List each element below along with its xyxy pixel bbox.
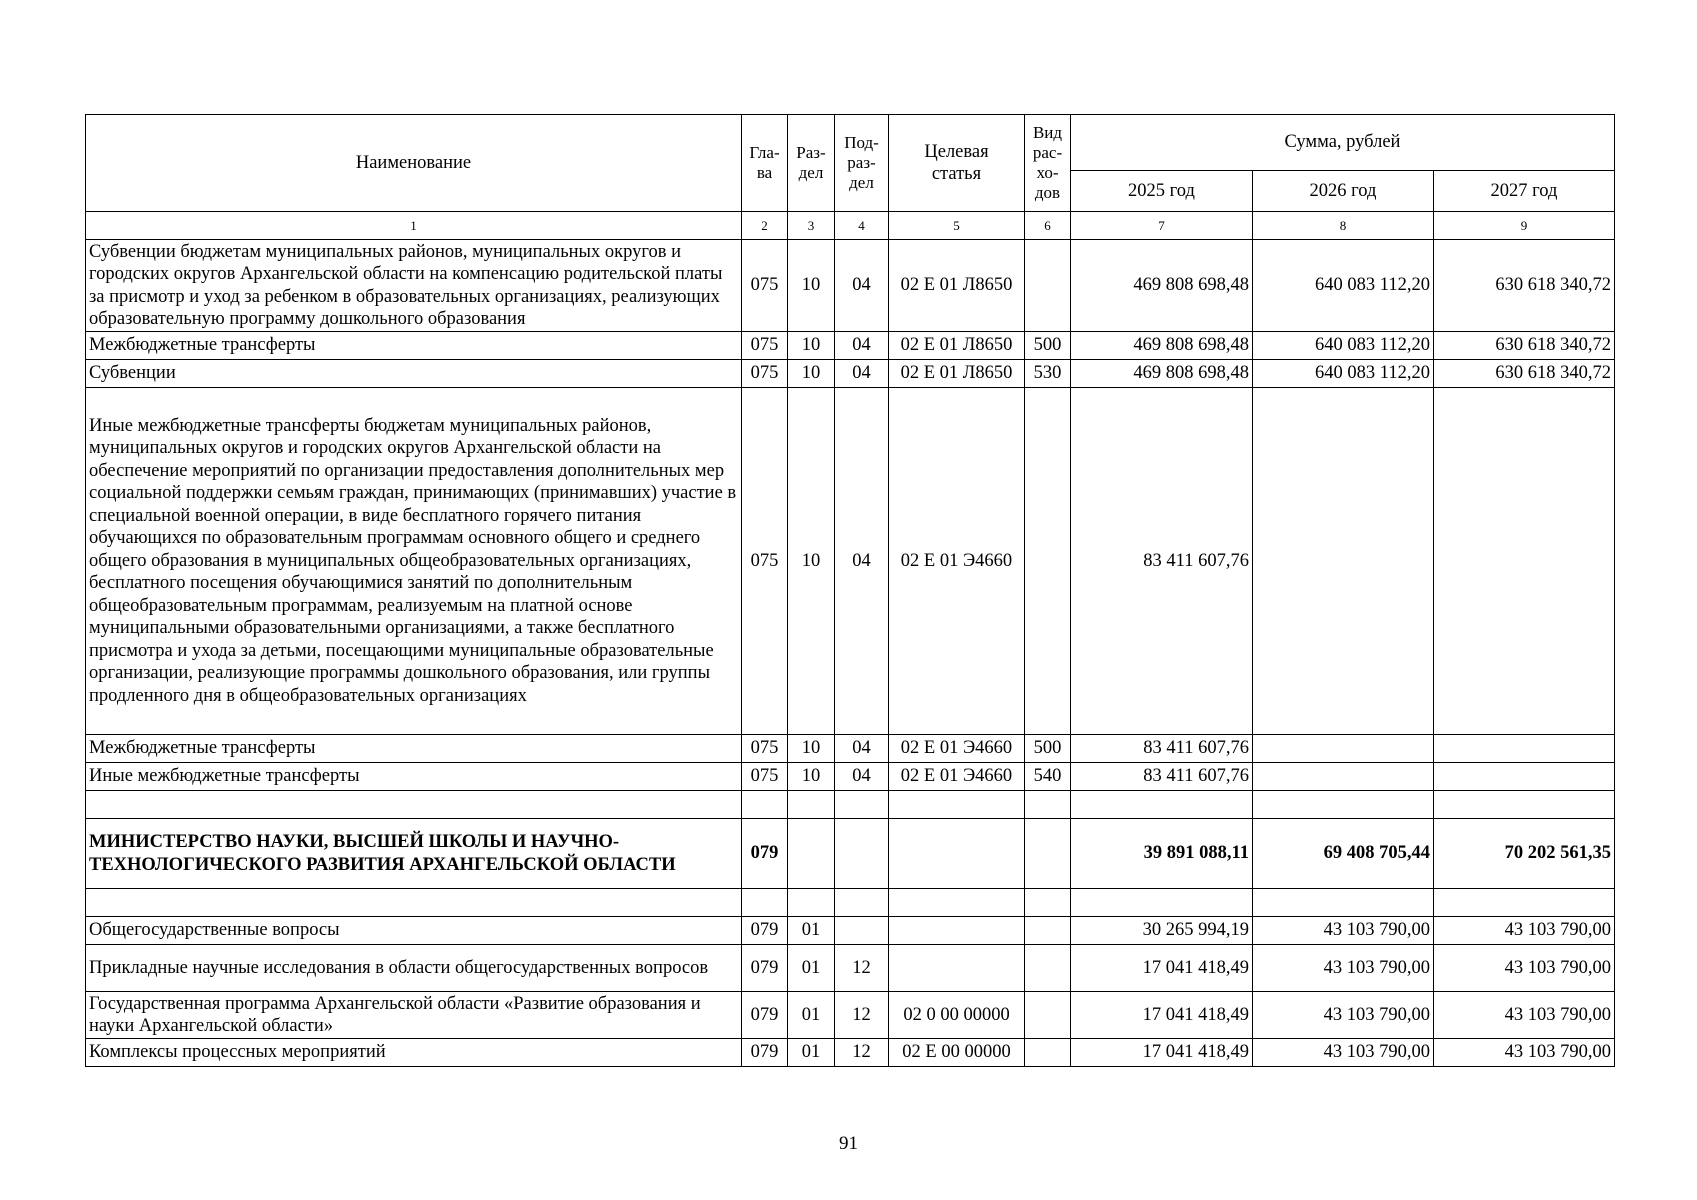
page-number: 91 (839, 1133, 858, 1154)
column-number: 4 (835, 212, 889, 240)
row-amount-2026: 43 103 790,00 (1253, 1039, 1434, 1067)
header-expense-type: Вид рас- хо- дов (1025, 115, 1071, 212)
row-chapter: 079 (742, 819, 788, 889)
row-subsection: 12 (835, 945, 889, 992)
row-target: 02 Е 00 00000 (889, 1039, 1025, 1067)
row-section: 01 (788, 945, 835, 992)
row-section: 10 (788, 332, 835, 360)
row-amount-2026 (1253, 735, 1434, 763)
row-amount-2027 (1434, 889, 1615, 917)
row-amount-2025: 83 411 607,76 (1071, 735, 1253, 763)
row-amount-2026: 43 103 790,00 (1253, 917, 1434, 945)
row-section: 01 (788, 1039, 835, 1067)
row-section: 10 (788, 240, 835, 332)
row-expense-type: 500 (1025, 735, 1071, 763)
row-target: 02 Е 01 Э4660 (889, 388, 1025, 735)
table-row (86, 388, 1615, 735)
row-chapter (742, 889, 788, 917)
header-chapter: Гла- ва (742, 115, 788, 212)
row-target (889, 917, 1025, 945)
row-expense-type (1025, 819, 1071, 889)
row-name: Субвенции (86, 360, 742, 388)
row-amount-2026: 43 103 790,00 (1253, 992, 1434, 1039)
header-year-2027: 2027 год (1434, 171, 1615, 212)
row-section: 10 (788, 735, 835, 763)
row-amount-2026: 640 083 112,20 (1253, 240, 1434, 332)
row-amount-2027 (1434, 791, 1615, 819)
row-target (889, 819, 1025, 889)
row-section: 10 (788, 360, 835, 388)
row-section: 10 (788, 388, 835, 735)
row-target (889, 791, 1025, 819)
row-subsection: 04 (835, 360, 889, 388)
header-section: Раз- дел (788, 115, 835, 212)
row-target: 02 Е 01 Э4660 (889, 763, 1025, 791)
row-amount-2025: 17 041 418,49 (1071, 1039, 1253, 1067)
row-amount-2025: 83 411 607,76 (1071, 388, 1253, 735)
row-amount-2025: 469 808 698,48 (1071, 240, 1253, 332)
row-subsection: 12 (835, 1039, 889, 1067)
row-target: 02 Е 01 Э4660 (889, 735, 1025, 763)
table-row (86, 819, 1615, 889)
row-chapter: 075 (742, 332, 788, 360)
row-amount-2025: 30 265 994,19 (1071, 917, 1253, 945)
table-row (86, 240, 1615, 332)
table-row (86, 889, 1615, 917)
row-amount-2025: 17 041 418,49 (1071, 945, 1253, 992)
row-amount-2026: 69 408 705,44 (1253, 819, 1434, 889)
row-amount-2027 (1434, 735, 1615, 763)
row-subsection: 04 (835, 332, 889, 360)
table-row (86, 917, 1615, 945)
row-section (788, 819, 835, 889)
row-target: 02 Е 01 Л8650 (889, 360, 1025, 388)
row-expense-type (1025, 917, 1071, 945)
header-year-2026: 2026 год (1253, 171, 1434, 212)
header-name: Наименование (86, 115, 742, 212)
row-amount-2025: 469 808 698,48 (1071, 360, 1253, 388)
row-expense-type (1025, 945, 1071, 992)
header-amount: Сумма, рублей (1071, 115, 1615, 171)
row-name: Иные межбюджетные трансферты (86, 763, 742, 791)
row-subsection (835, 791, 889, 819)
row-subsection (835, 917, 889, 945)
row-amount-2027: 630 618 340,72 (1434, 360, 1615, 388)
row-amount-2025 (1071, 889, 1253, 917)
column-number: 6 (1025, 212, 1071, 240)
row-name (86, 889, 742, 917)
row-chapter: 075 (742, 763, 788, 791)
row-section (788, 889, 835, 917)
row-amount-2027: 43 103 790,00 (1434, 917, 1615, 945)
row-expense-type: 500 (1025, 332, 1071, 360)
table-row (86, 1039, 1615, 1067)
row-name: Межбюджетные трансферты (86, 735, 742, 763)
row-amount-2027: 70 202 561,35 (1434, 819, 1615, 889)
row-name: Комплексы процессных мероприятий (86, 1039, 742, 1067)
row-section: 01 (788, 917, 835, 945)
header-subsection: Под- раз- дел (835, 115, 889, 212)
row-subsection: 12 (835, 992, 889, 1039)
row-section (788, 791, 835, 819)
row-chapter: 079 (742, 1039, 788, 1067)
row-name (86, 791, 742, 819)
header-year-2025: 2025 год (1071, 171, 1253, 212)
row-amount-2026 (1253, 889, 1434, 917)
table-row (86, 332, 1615, 360)
row-chapter (742, 791, 788, 819)
row-amount-2026 (1253, 388, 1434, 735)
row-section: 01 (788, 992, 835, 1039)
row-name: Межбюджетные трансферты (86, 332, 742, 360)
budget-table (85, 114, 1615, 1067)
column-number: 9 (1434, 212, 1615, 240)
row-amount-2026: 640 083 112,20 (1253, 332, 1434, 360)
row-expense-type (1025, 388, 1071, 735)
row-amount-2027: 43 103 790,00 (1434, 945, 1615, 992)
row-name: Иные межбюджетные трансферты бюджетам муниципальных районов, муниципальных округов и городских округов Архангельской области на обеспечение мероприятий по организации предоставления дополнительных мер социальной поддержки семьям граждан, принимающих (принимавших) участие в специальной военной операции, в виде бесплатного горячего питания обучающихся по образовательным программам основного общего и среднего общего образования в муниципальных общеобразовательных организациях, бесплатного посещения обучающимися занятий по дополнительным общеобразовательным программам, реализуемым на платной основе муниципальными образовательными организациями, а также бесплатного присмотра и ухода за детьми, посещающими муниципальные образовательные организации, реализующие программы дошкольного образования, или группы продленного дня в общеобразовательных организациях (86, 388, 742, 735)
row-target: 02 0 00 00000 (889, 992, 1025, 1039)
row-subsection: 04 (835, 388, 889, 735)
column-number: 7 (1071, 212, 1253, 240)
table-row (86, 763, 1615, 791)
row-amount-2025: 469 808 698,48 (1071, 332, 1253, 360)
row-expense-type (1025, 240, 1071, 332)
row-subsection (835, 819, 889, 889)
column-number: 3 (788, 212, 835, 240)
row-amount-2026: 43 103 790,00 (1253, 945, 1434, 992)
row-expense-type: 540 (1025, 763, 1071, 791)
row-name: Государственная программа Архангельской области «Развитие образования и науки Архангельской области» (86, 992, 742, 1039)
row-subsection (835, 889, 889, 917)
row-chapter: 075 (742, 360, 788, 388)
row-name: Общегосударственные вопросы (86, 917, 742, 945)
row-amount-2027 (1434, 388, 1615, 735)
row-expense-type (1025, 791, 1071, 819)
table-row (86, 791, 1615, 819)
column-number-row (86, 212, 1615, 240)
table-row (86, 945, 1615, 992)
row-target (889, 889, 1025, 917)
table-row (86, 735, 1615, 763)
row-amount-2027 (1434, 763, 1615, 791)
row-amount-2027: 630 618 340,72 (1434, 332, 1615, 360)
header-target: Целевая статья (889, 115, 1025, 212)
row-amount-2027: 630 618 340,72 (1434, 240, 1615, 332)
row-chapter: 075 (742, 388, 788, 735)
row-chapter: 079 (742, 945, 788, 992)
row-amount-2026: 640 083 112,20 (1253, 360, 1434, 388)
column-number: 1 (86, 212, 742, 240)
row-name: Субвенции бюджетам муниципальных районов, муниципальных округов и городских округов Архангельской области на компенсацию родительской платы за присмотр и уход за ребенком в образовательных организациях, реализующих образовательную программу дошкольного образования (86, 240, 742, 332)
row-name: Прикладные научные исследования в области общегосударственных вопросов (86, 945, 742, 992)
row-expense-type: 530 (1025, 360, 1071, 388)
row-target: 02 Е 01 Л8650 (889, 332, 1025, 360)
row-target: 02 Е 01 Л8650 (889, 240, 1025, 332)
column-number: 5 (889, 212, 1025, 240)
row-amount-2025: 39 891 088,11 (1071, 819, 1253, 889)
row-amount-2027: 43 103 790,00 (1434, 1039, 1615, 1067)
row-amount-2027: 43 103 790,00 (1434, 992, 1615, 1039)
row-amount-2026 (1253, 791, 1434, 819)
column-number: 2 (742, 212, 788, 240)
row-name: МИНИСТЕРСТВО НАУКИ, ВЫСШЕЙ ШКОЛЫ И НАУЧНО-ТЕХНОЛОГИЧЕСКОГО РАЗВИТИЯ АРХАНГЕЛЬСКОЙ ОБЛАСТИ (86, 819, 742, 889)
row-chapter: 079 (742, 992, 788, 1039)
row-amount-2025: 83 411 607,76 (1071, 763, 1253, 791)
row-amount-2026 (1253, 763, 1434, 791)
row-target (889, 945, 1025, 992)
row-amount-2025 (1071, 791, 1253, 819)
row-subsection: 04 (835, 240, 889, 332)
column-number: 8 (1253, 212, 1434, 240)
row-expense-type (1025, 992, 1071, 1039)
row-amount-2025: 17 041 418,49 (1071, 992, 1253, 1039)
row-expense-type (1025, 889, 1071, 917)
row-subsection: 04 (835, 735, 889, 763)
table-row (86, 992, 1615, 1039)
row-section: 10 (788, 763, 835, 791)
row-chapter: 079 (742, 917, 788, 945)
row-expense-type (1025, 1039, 1071, 1067)
table-row (86, 360, 1615, 388)
row-chapter: 075 (742, 735, 788, 763)
row-chapter: 075 (742, 240, 788, 332)
row-subsection: 04 (835, 763, 889, 791)
